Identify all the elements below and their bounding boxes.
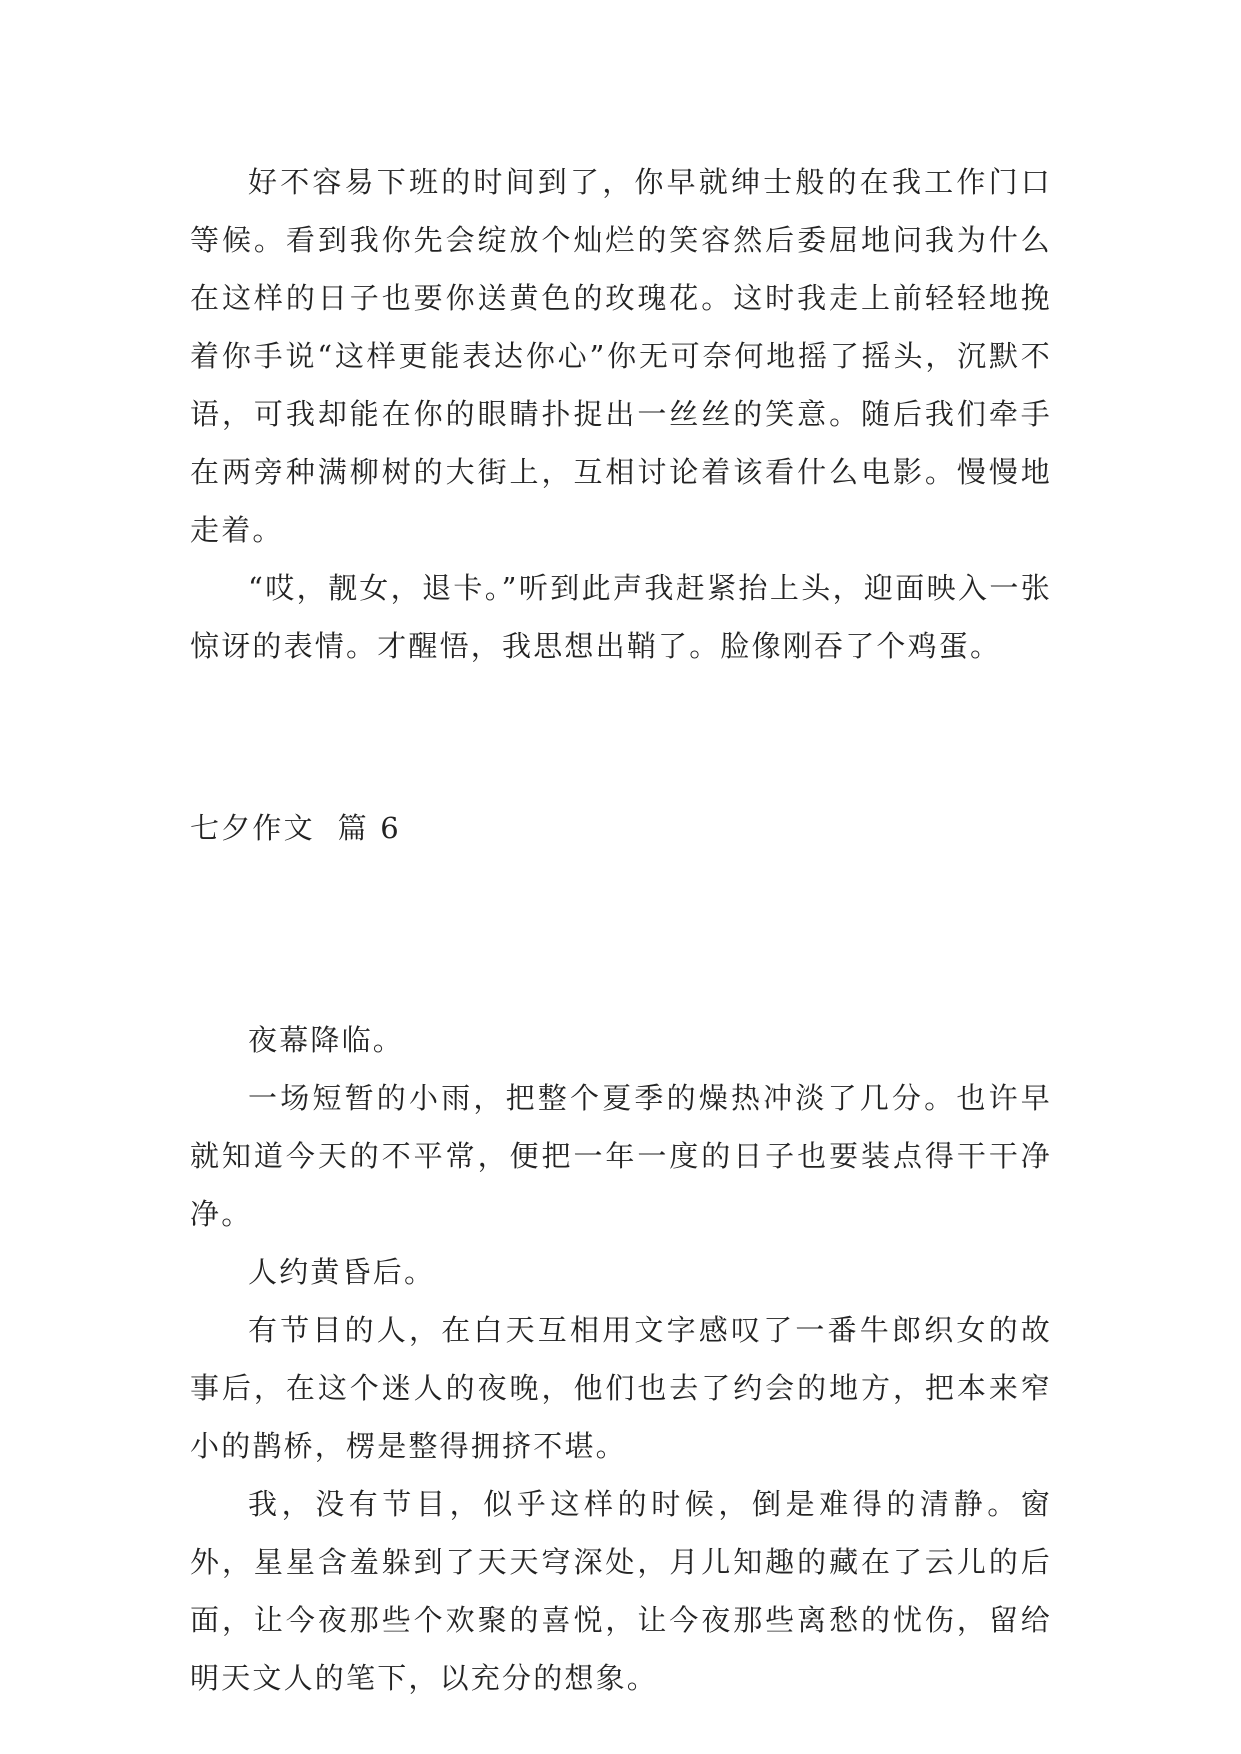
paragraph: 我，没有节目，似乎这样的时候，倒是难得的清静。窗外，星星含羞躲到了天天穹深处，月儿知趣的藏在了云儿的后面，让今夜那些个欢聚的喜悦，让今夜那些离愁的忧伤，留给明天文人的笔下，以充分的想象。 — [190, 1487, 1052, 1695]
paragraph: 有节目的人，在白天互相用文字感叹了一番牛郎织女的故事后，在这个迷人的夜晚，他们也去了约会的地方，把本来窄小的鹊桥，楞是整得拥挤不堪。 — [190, 1313, 1052, 1463]
paragraph: 夜幕降临。 — [248, 1023, 405, 1057]
section-title: 七夕作文 — [190, 811, 315, 845]
paragraph: 好不容易下班的时间到了，你早就绅士般的在我工作门口等候。看到我你先会绽放个灿烂的笑容然后委屈地问我为什么在这样的日子也要你送黄色的玫瑰花。这时我走上前轻轻地挽着你手说“这样更能表达你心”你无可奈何地摇了摇头，沉默不语，可我却能在你的眼睛扑捉出一丝丝的笑意。随后我们牵手在两旁种满柳树的大街上，互相讨论着该看什么电影。慢慢地走着。 — [190, 165, 1052, 547]
paragraph: 人约黄昏后。 — [248, 1255, 436, 1289]
top-text-block — [190, 153, 1052, 675]
section-number: 篇 6 — [337, 811, 401, 845]
paragraph: “哎，靓女，退卡。”听到此声我赶紧抬上头，迎面映入一张惊讶的表情。才醒悟，我思想出鞘了。脸像刚吞了个鸡蛋。 — [190, 571, 1052, 663]
section-heading — [190, 799, 401, 857]
paragraph: 一场短暂的小雨，把整个夏季的燥热冲淡了几分。也许早就知道今天的不平常，便把一年一度的日子也要装点得干干净净。 — [190, 1081, 1052, 1231]
section-text-block — [190, 1011, 1052, 1707]
